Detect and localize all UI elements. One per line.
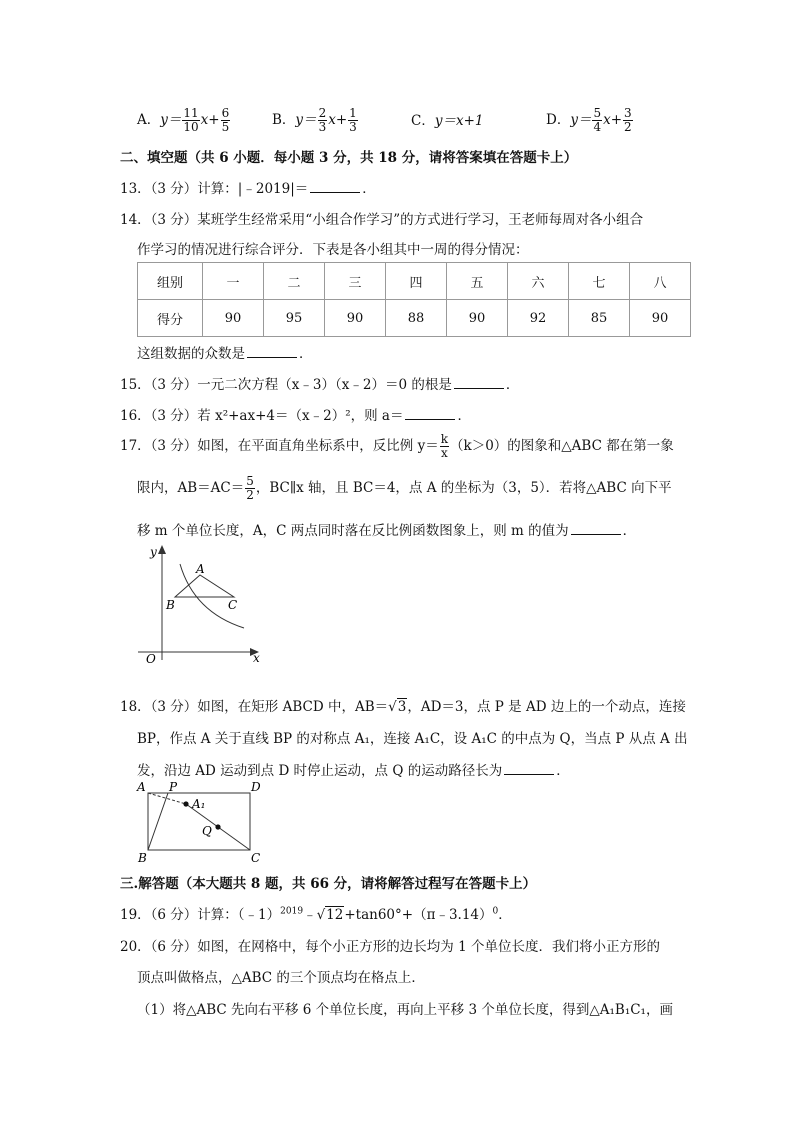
question-18-line3: 发，沿边 AD 运动到点 D 时停止运动，点 Q 的运动路径长为 ． (137, 763, 570, 779)
label-y: y (150, 545, 157, 559)
fraction: $\frac{1}{3}$ (349, 106, 357, 134)
table-cell: 一 (203, 263, 264, 300)
q18-figure (134, 778, 269, 864)
question-14-line2: 作学习的情况进行综合评分．下表是各小组其中一周的得分情况： (137, 242, 529, 258)
question-19: 19．（6 分）计算：（﹣1）$^{2019}$﹣√12+tan60°+（π﹣3.14）$^0$． (120, 906, 512, 923)
table-cell: 92 (508, 300, 569, 337)
label-c: C (228, 598, 238, 612)
answer-blank[interactable] (454, 376, 504, 389)
label-a: A (137, 780, 146, 794)
answer-blank[interactable] (405, 407, 455, 420)
question-20-line1: 20．（6 分）如图，在网格中，每个小正方形的边长均为 1 个单位长度．我们将小正方形的 (120, 939, 660, 955)
question-15: 15．（3 分）一元二次方程（x﹣3）（x﹣2）＝0 的根是 ． (120, 377, 520, 393)
table-cell: 95 (264, 300, 325, 337)
question-20-line2: 顶点叫做格点，△ABC 的三个顶点均在格点上． (137, 970, 425, 986)
question-17-line1: 17．（3 分）如图，在平面直角坐标系中，反比例 y＝ $\frac{k}{x}$ （k＞0）的图象和△ABC 都在第一象 (120, 432, 674, 460)
question-16: 16．（3 分）若 x²+ax+4＝（x﹣2）²，则 a＝ ． (120, 408, 471, 424)
label-a1: A₁ (192, 797, 206, 811)
point-a1 (183, 801, 188, 806)
q17-figure (132, 542, 267, 670)
question-18-line1: 18．（3 分）如图，在矩形 ABCD 中，AB＝√3，AD＝3，点 P 是 AD 边上的一个动点，连接 (120, 699, 686, 715)
table-cell: 三 (325, 263, 386, 300)
label-d: D (251, 780, 261, 794)
triangle-abc (175, 575, 234, 597)
table-cell: 85 (569, 300, 630, 337)
option-c: C．y＝x+1 (411, 113, 484, 129)
label-b: B (166, 598, 175, 612)
label-o: O (146, 652, 156, 666)
fraction: $\frac{k}{x}$ (440, 432, 449, 460)
table-cell: 得分 (138, 300, 203, 337)
question-20-line3: （1）将△ABC 先向右平移 6 个单位长度，再向上平移 3 个单位长度，得到△A₁B₁C₁，画 (137, 1002, 673, 1018)
y-axis-arrow (158, 545, 166, 554)
table-cell: 90 (447, 300, 508, 337)
table-cell: 六 (508, 263, 569, 300)
label-p: P (169, 780, 178, 794)
question-14-line1: 14．（3 分）某班学生经常采用“小组合作学习”的方式进行学习，王老师每周对各小组合 (120, 212, 644, 228)
table-cell: 四 (386, 263, 447, 300)
question-13: 13．（3 分）计算：|﹣2019|＝ ． (120, 181, 376, 197)
table-cell: 七 (569, 263, 630, 300)
label-a: A (196, 562, 205, 576)
question-14-line3: 这组数据的众数是 ． (137, 346, 313, 362)
table-cell: 八 (630, 263, 691, 300)
table-cell: 90 (325, 300, 386, 337)
fraction: $\frac{5}{4}$ (593, 106, 602, 134)
question-17-line3: 移 m 个单位长度，A，C 两点同时落在反比例函数图象上，则 m 的值为 ． (137, 523, 637, 539)
question-18-line2: BP，作点 A 关于直线 BP 的对称点 A₁，连接 A₁C，设 A₁C 的中点为 Q，当点 P 从点 A 出 (137, 731, 688, 747)
answer-blank[interactable] (247, 345, 297, 358)
section-heading-solutions: 三.解答题（本大题共 8 题，共 66 分，请将解答过程写在答题卡上） (120, 876, 537, 892)
fraction: $\frac{3}{2}$ (624, 106, 632, 134)
fraction: $\frac{5}{2}$ (246, 474, 254, 502)
answer-blank[interactable] (504, 762, 554, 775)
answer-blank[interactable] (310, 180, 360, 193)
label-b: B (138, 851, 147, 864)
table-row (138, 300, 691, 337)
label-c: C (251, 851, 261, 864)
label-q: Q (202, 824, 212, 838)
table-cell: 90 (630, 300, 691, 337)
hyperbola-curve (180, 564, 244, 628)
section-heading-fill-in: 二、填空题（共 6 小题．每小题 3 分，共 18 分，请将答案填在答题卡上） (120, 150, 578, 166)
fraction: $\frac{2}{3}$ (318, 106, 327, 134)
point-q (215, 824, 220, 829)
table-cell: 五 (447, 263, 508, 300)
option-d: D．y＝ $\frac{5}{4}$ x+ $\frac{3}{2}$ (546, 106, 632, 134)
option-a: A．y＝ $\frac{11}{10}$ x+ $\frac{6}{5}$ (137, 106, 230, 134)
table-cell: 二 (264, 263, 325, 300)
table-cell: 88 (386, 300, 447, 337)
label-x: x (253, 651, 260, 665)
table-cell: 90 (203, 300, 264, 337)
table-row (138, 263, 691, 300)
answer-blank[interactable] (571, 522, 621, 535)
question-17-line2: 限内，AB＝AC＝ $\frac{5}{2}$ ，BC∥x 轴，且 BC＝4，点 A 的坐标为（3，5）．若将△ABC 向下平 (137, 474, 672, 502)
score-table (137, 262, 691, 337)
fraction: $\frac{6}{5}$ (221, 106, 230, 134)
fraction: $\frac{11}{10}$ (183, 106, 199, 134)
table-cell: 组别 (138, 263, 203, 300)
segment-bp (148, 793, 168, 850)
option-b: B．y＝ $\frac{2}{3}$ x+ $\frac{1}{3}$ (272, 106, 357, 134)
